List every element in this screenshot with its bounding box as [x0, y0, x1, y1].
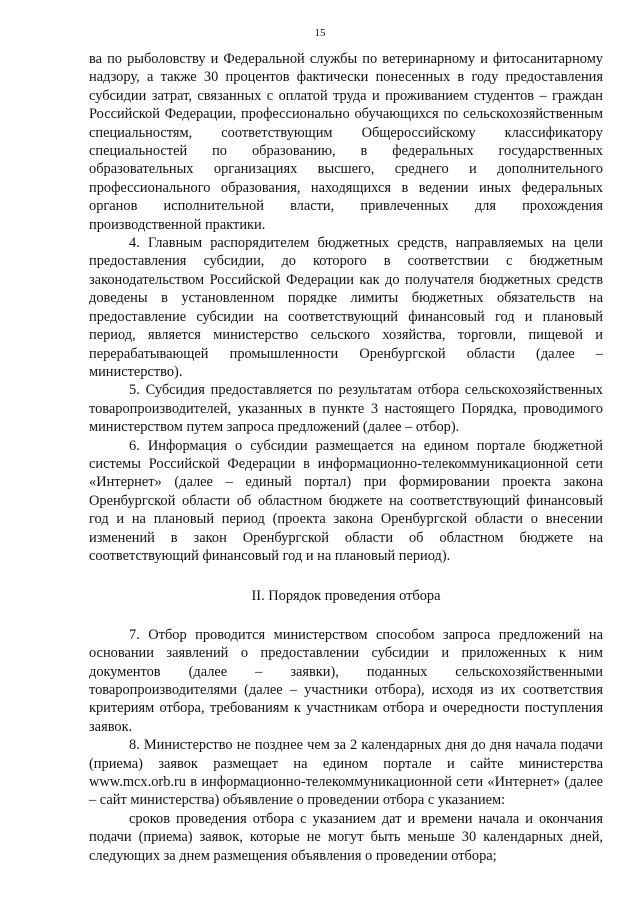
paragraph-6: 6. Информация о субсидии размещается на едином портале бюджетной системы Российской Федерации в информационно-телекоммуникационной сети «Интернет» (далее – единый портал) при формировании проекта закона Оренбургской области об областном бюджете на соответствующий финансовый год и на плановый период (проекта закона Оренбургской области о внесении изменений в закон Оренбургской области об областном бюджете на соответствующий финансовый год и на плановый период).: [89, 437, 603, 564]
paragraph-4: 4. Главным распорядителем бюджетных средств, направляемых на цели предоставления субсидии, до которого в соответствии с бюджетным законодательством Российской Федерации как до получателя бюджетных средств доведены в установленном порядке лимиты бюджетных обязательств на предоставление субсидии на соответствующий финансовый год и плановый период, является министерство сельского хозяйства, торговли, пищевой и перерабатывающей промышленности Оренбургской области (далее – министерство).: [89, 235, 603, 380]
section-heading: II. Порядок проведения отбора: [251, 588, 441, 605]
paragraph-8: 8. Министерство не позднее чем за 2 календарных дня до дня начала подачи (приема) заявок размещает на едином портале и сайте министерства www.mcx.orb.ru в информационно-телекоммуникационной сети «Интернет» (далее – сайт министерства) объявление о проведении отбора с указанием:: [89, 737, 603, 809]
paragraph-7: 7. Отбор проводится министерством способом запроса предложений на основании заявлений о предоставлении субсидии и приложенных к ним документов (далее – заявки), поданных сельскохозяйственными товаропроизводителями (далее – участники отбора), исходя из их соответствия критериям отбора, требованиям к участникам отбора и очередности поступления заявок.: [89, 626, 603, 735]
page-number: 15: [314, 27, 326, 39]
paragraph-5: 5. Субсидия предоставляется по результатам отбора сельскохозяйственных товаропроизводителей, указанных в пункте 3 настоящего Порядка, проводимого министерством путем запроса предложений (далее – отбор).: [89, 382, 603, 436]
paragraph-8-item: сроков проведения отбора с указанием дат и времени начала и окончания подачи (приема) заявок, которые не могут быть меньше 30 календарных дней, следующих за днем размещения объявления о проведении отбора;: [89, 810, 603, 864]
document-body: [89, 50, 603, 865]
paragraph-continuation: ва по рыболовству и Федеральной службы по ветеринарному и фитосанитарному надзору, а также 30 процентов фактически понесенных в году предоставления субсидии затрат, связанных с оплатой труда и проживанием студентов – граждан Российской Федерации, профессионально обучающихся по сельскохозяйственным специальностям, соответствующим Общероссийскому классификатору специальностей по образованию, в федеральных государственных образовательных организациях высшего, среднего и дополнительного профессионального образования, находящихся в ведении иных федеральных органов исполнительной власти, привлеченных для прохождения производственной практики.: [89, 51, 603, 233]
